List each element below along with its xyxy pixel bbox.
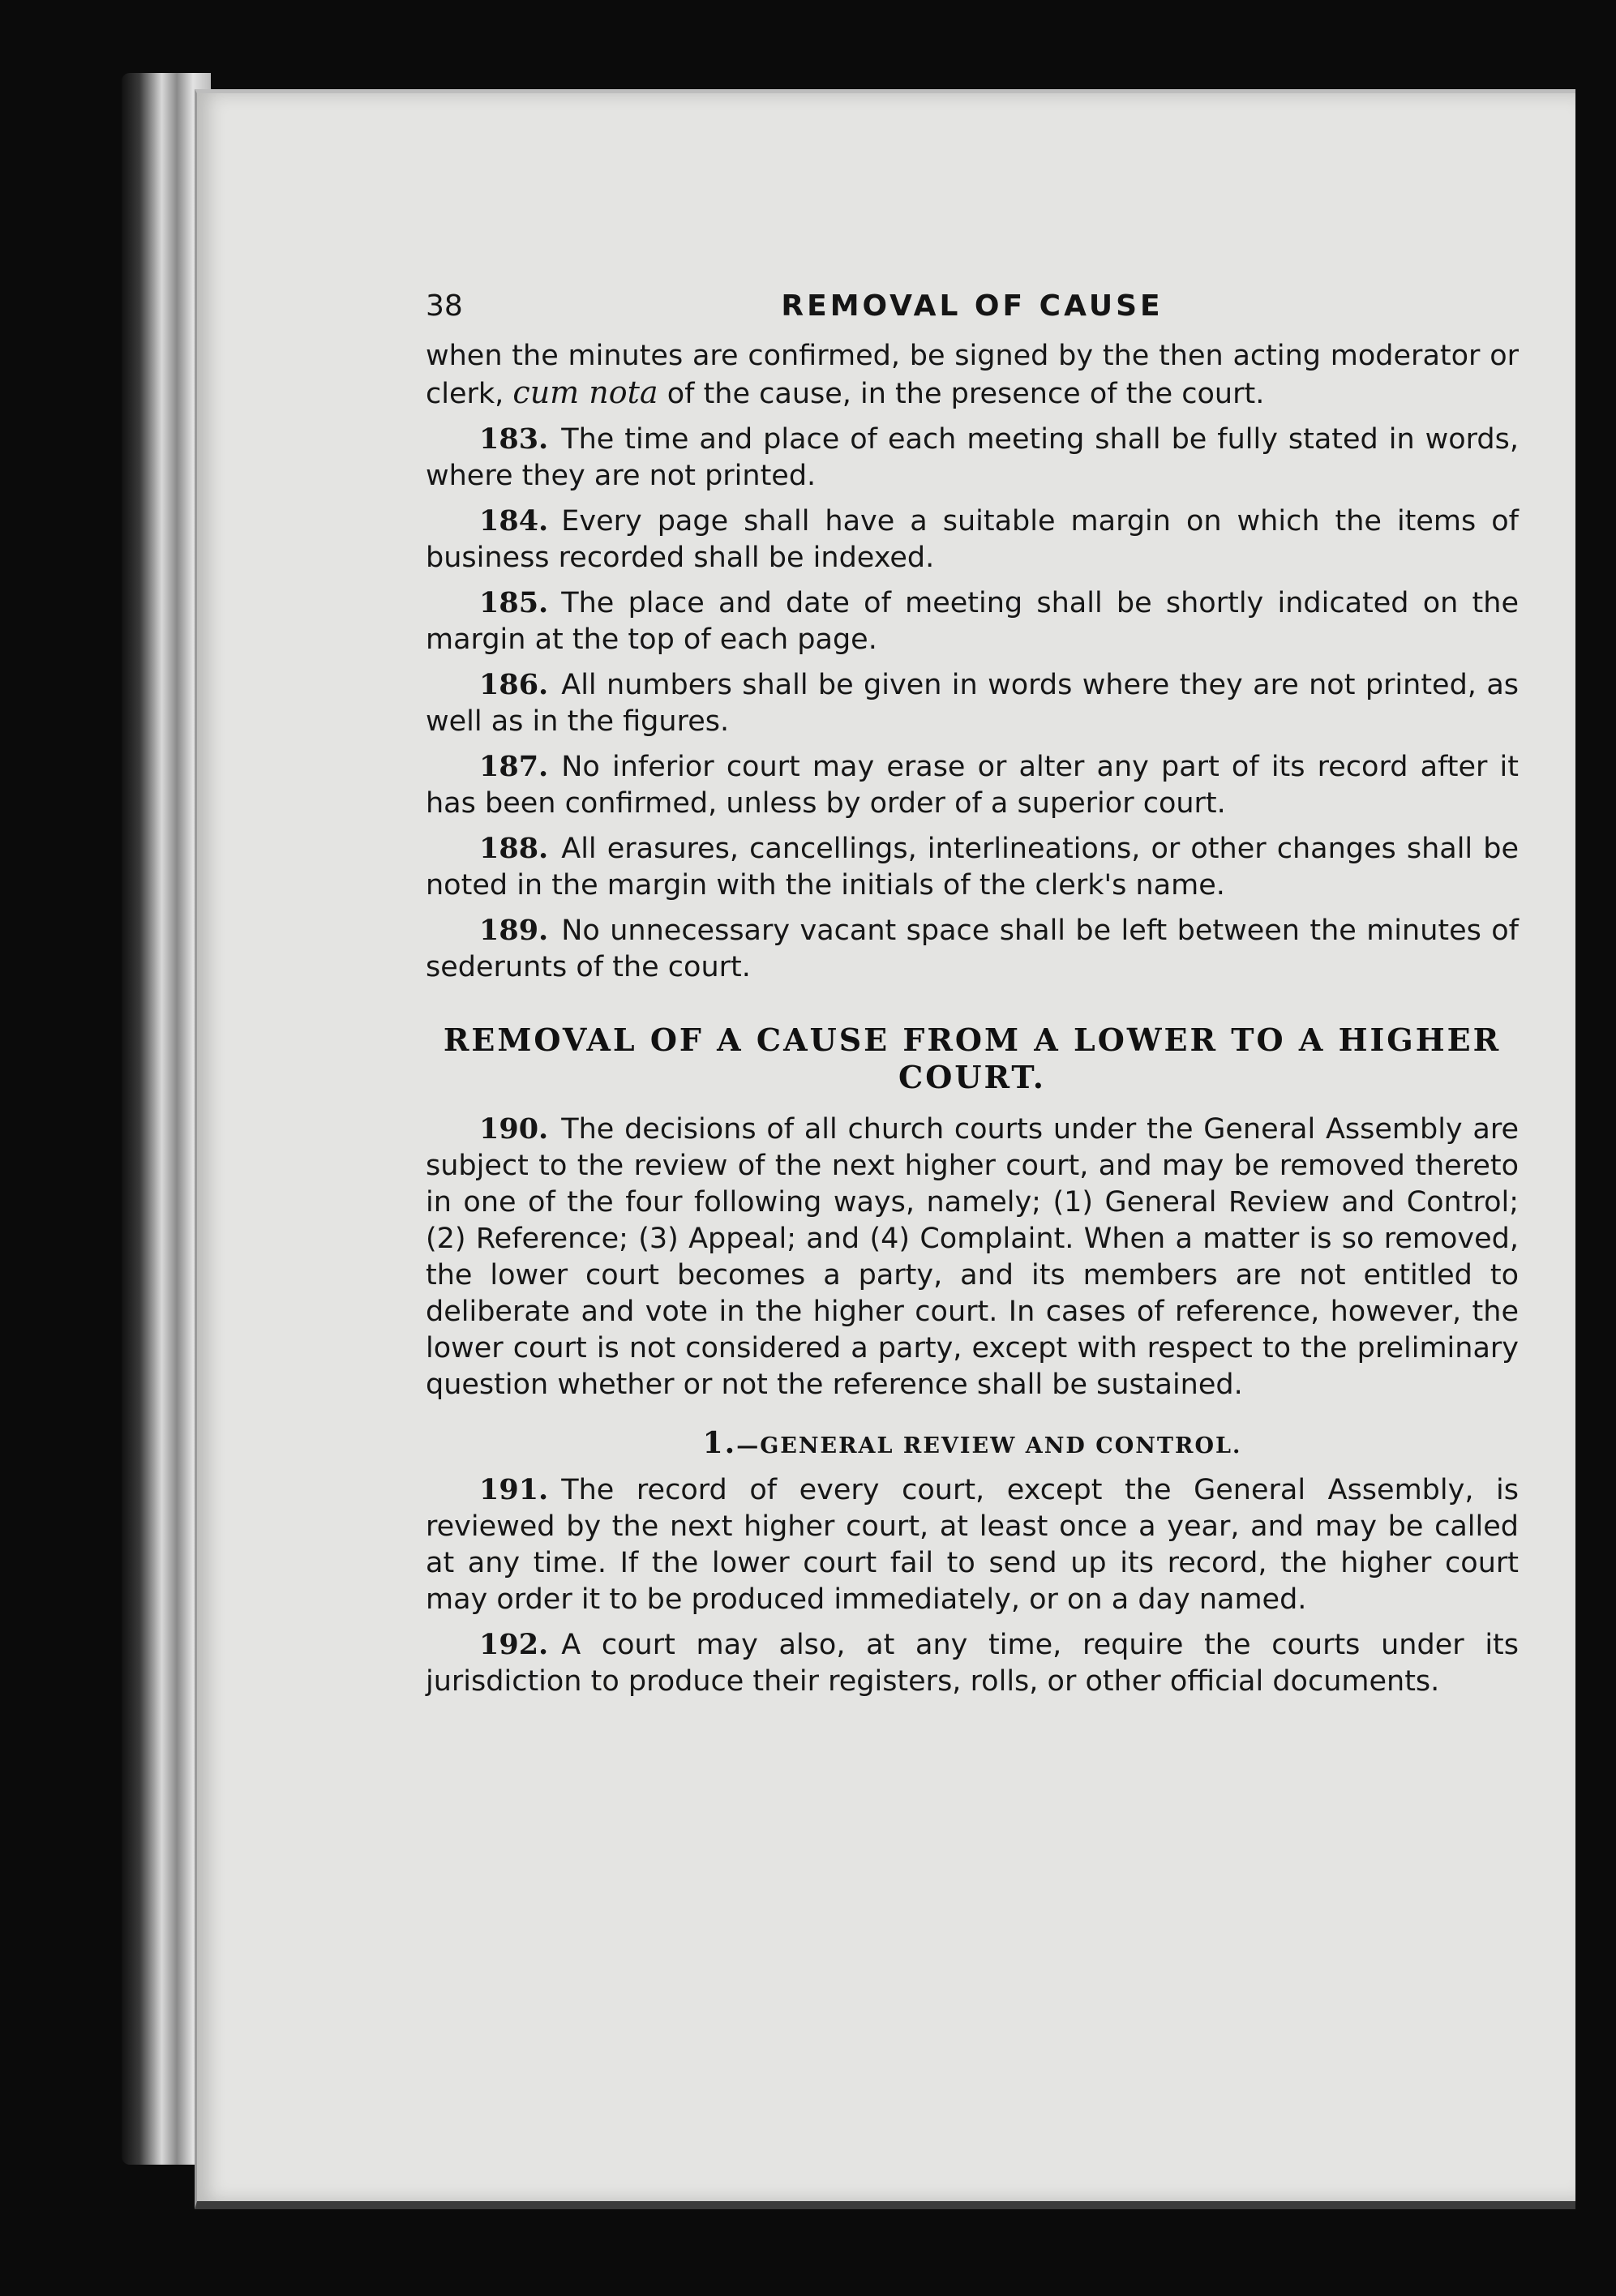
rule-text: The place and date of meeting shall be shortly indicated on the margin at the top of each page. [426, 587, 1519, 656]
rule-186 [426, 666, 1519, 740]
rule-number: 186. [479, 668, 549, 701]
rule-number: 183. [479, 422, 549, 456]
section-heading: REMOVAL OF A CAUSE FROM A LOWER TO A HIGHER COURT. [443, 1022, 1502, 1095]
rule-188 [426, 830, 1519, 904]
continued-text-end: of the cause, in the presence of the court. [658, 378, 1265, 410]
rule-number: 184. [479, 504, 549, 538]
rule-183 [426, 421, 1519, 495]
rule-text: The decisions of all church courts under the General Assembly are subject to the review of the next higher court, and may be removed thereto in one of the four following ways, namely; (1) General Review and Control; (2) Reference; (3) Appeal; and (4) Complaint. When a matter is so removed, the lower court becomes a party, and its members are not entitled to deliberate and vote in the higher court. In cases of reference, however, the lower court is not considered a party, except with respect to the preliminary question whether or not the reference shall be sustained. [426, 1113, 1519, 1401]
sub-heading-title: —GENERAL REVIEW AND CONTROL. [736, 1433, 1242, 1459]
page-text-block [426, 289, 1519, 1708]
rule-184 [426, 503, 1519, 576]
rule-text: All numbers shall be given in words where they are not printed, as well as in the figures. [426, 669, 1519, 738]
rule-number: 192. [479, 1628, 549, 1661]
rule-187 [426, 748, 1519, 822]
rule-number: 188. [479, 832, 549, 865]
rule-number: 191. [479, 1473, 549, 1506]
rule-number: 185. [479, 586, 549, 619]
rule-number: 189. [479, 914, 549, 947]
rule-185 [426, 585, 1519, 658]
rule-text: Every page shall have a suitable margin on which the items of business recorded shall be indexed. [426, 505, 1519, 574]
rule-text: A court may also, at any time, require the courts under its jurisdiction to produce their registers, rolls, or other official documents. [426, 1629, 1519, 1698]
rule-text: The time and place of each meeting shall be fully stated in words, where they are not printed. [426, 423, 1519, 492]
rule-191 [426, 1471, 1519, 1618]
continued-paragraph [426, 338, 1519, 413]
continued-text-start: when the minutes are confirmed, be signed by the then acting moderator or clerk, [426, 340, 1519, 410]
latin-phrase: cum nota [512, 375, 658, 410]
page-number: 38 [426, 289, 463, 323]
sub-heading [426, 1426, 1519, 1460]
book-page [195, 89, 1575, 2209]
rule-text: No inferior court may erase or alter any part of its record after it has been confirmed, unless by order of a superior court. [426, 751, 1519, 820]
running-head [426, 289, 1519, 338]
rule-192 [426, 1626, 1519, 1700]
running-title: REMOVAL OF CAUSE [781, 289, 1164, 323]
sub-heading-number: 1. [702, 1426, 737, 1460]
rule-number: 187. [479, 750, 549, 783]
rule-number: 190. [479, 1112, 549, 1146]
rule-190 [426, 1111, 1519, 1403]
rule-189 [426, 912, 1519, 986]
rule-text: The record of every court, except the General Assembly, is reviewed by the next higher court, at least once a year, and may be called at any time. If the lower court fail to send up its record, the higher court may order it to be produced immediately, or on a day named. [426, 1474, 1519, 1616]
rule-text: All erasures, cancellings, interlineations, or other changes shall be noted in the margin with the initials of the clerk's name. [426, 833, 1519, 902]
rule-text: No unnecessary vacant space shall be left between the minutes of sederunts of the court. [426, 915, 1519, 983]
